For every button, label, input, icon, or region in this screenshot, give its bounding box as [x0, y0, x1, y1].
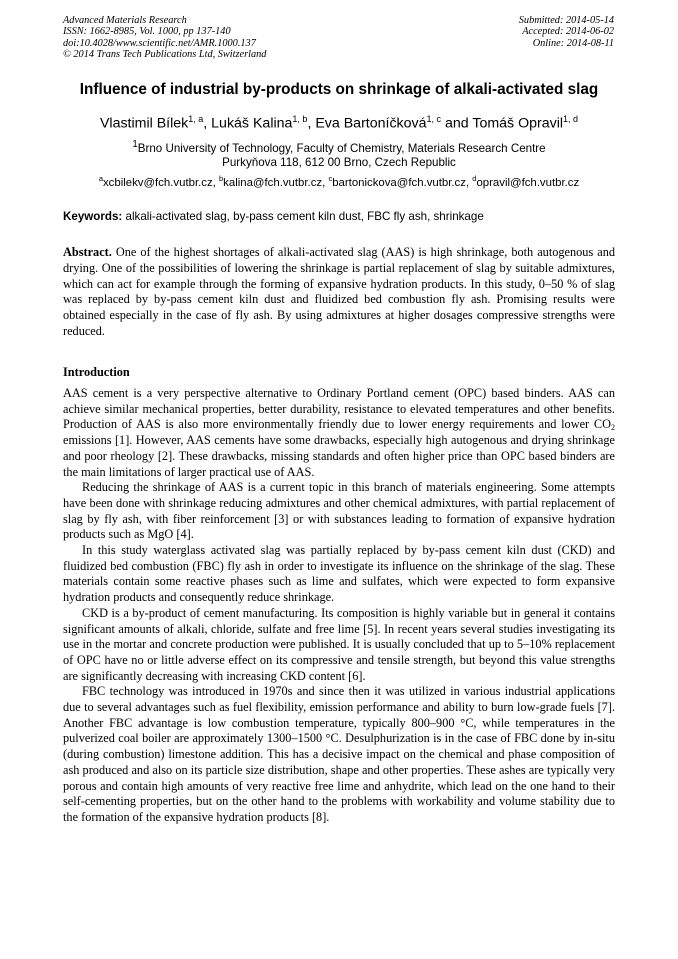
email-link[interactable]: opravil@fch.vutbr.cz: [476, 176, 580, 189]
keywords-label: Keywords:: [63, 210, 123, 223]
author-name: Lukáš Kalina: [211, 115, 293, 132]
paper-title: Influence of industrial by-products on shrinkage of alkali-activated slag: [79, 81, 599, 98]
accepted-date: Accepted: 2014-06-02: [522, 26, 614, 38]
paragraph: In this study waterglass activated slag was partially replaced by by-pass cement kiln dust (CKD) and fluidized bed combustion (FBC) fly ash in order to investigate its influence on the shrinkage of the slag. These materials contain some reactive phases such as lime and sulfates, which were expected to form expansive hydration products and consequently reduce shrinkage.: [63, 543, 615, 605]
abstract-label: Abstract.: [63, 245, 112, 259]
affiliation-address: Purkyňova 118, 612 00 Brno, Czech Republic: [222, 156, 456, 170]
email-mark: d: [472, 174, 477, 183]
author-name: Tomáš Opravil: [472, 115, 564, 132]
email-mark: b: [219, 174, 224, 183]
publication-dates: [519, 15, 614, 49]
author-affiliation-mark: 1, c: [426, 114, 442, 124]
doi-line: doi:10.4028/www.scientific.net/AMR.1000.137: [63, 37, 256, 49]
keywords-text: alkali-activated slag, by-pass cement kiln dust, FBC fly ash, shrinkage: [122, 210, 484, 223]
author-name: Vlastimil Bílek: [99, 115, 189, 132]
issn-line: ISSN: 1662-8985, Vol. 1000, pp 137-140: [63, 26, 231, 38]
email-list: [0, 174, 678, 189]
author-name: Eva Bartoníčková: [315, 115, 427, 132]
affiliation-institution: Brno University of Technology, Faculty of Chemistry, Materials Research Centre: [137, 141, 546, 155]
abstract: [63, 245, 615, 340]
email-link[interactable]: bartonickova@fch.vutbr.cz,: [332, 176, 473, 189]
affiliation-line: [0, 138, 678, 156]
affiliation-mark: 1: [132, 139, 138, 150]
section-heading-introduction: Introduction: [63, 365, 130, 379]
subscript: 2: [611, 423, 615, 433]
paragraph: Reducing the shrinkage of AAS is a current topic in this branch of materials engineering. Some attempts have been done with shrinkage reducing admixtures and other chemical admixtures, with partial replacement of slag by fly ash, with fiber reinforcement [3] or with substances leading to formation of expansive hydration products such as MgO [4].: [63, 480, 615, 542]
author-affiliation-mark: 1, d: [563, 114, 579, 124]
submitted-date: Submitted: 2014-05-14: [518, 15, 614, 26]
keywords: [63, 210, 623, 223]
email-mark: a: [98, 174, 103, 183]
author-separator: ,: [307, 115, 316, 132]
author-list: [0, 114, 678, 132]
author-separator: ,: [203, 115, 212, 132]
paragraph: CKD is a by-product of cement manufacturing. Its composition is highly variable but in general it contains significant amounts of alkali, chloride, sulfate and free lime [5]. In recent years several studies investigating its use in the mortar and concrete production were published. It is usually concluded that up to 5–10% replacement of OPC have no or little adverse effect on its compressive and tensile strength, but beyond this value strengths are significantly decreasing with increasing CKD content [6].: [63, 605, 615, 683]
abstract-text: One of the highest shortages of alkali-activated slag (AAS) is high shrinkage, both autogenous and drying. One of the possibilities of lowering the shrinkage is partial replacement of slag by suitable admixtures, which can act for example through the forming of expansive hydration products. In this study, 0–50 % of slag was replaced by by-pass cement kiln dust and fluidized bed combustion fly ash. Promising results were obtained especially in the case of fly ash. By using admixtures at higher dosages compressive strengths were reduced.: [63, 245, 615, 338]
paragraph: AAS cement is a very perspective alternative to Ordinary Portland cement (OPC) based binders. AAS can achieve similar mechanical properties, better durability, resistance to elevated temperatures and other benefits. Production of AAS is also more environmentally friendly due to lower energy requirements and lower $CO_2$ emissions [1]. However, AAS cements have some drawbacks, especially high autogenous and drying shrinkage and poor rheology [2]. These drawbacks, missing standards and often higher price than OPC based binders are the main limitations of larger practical use of AAS.: [63, 386, 615, 479]
author-affiliation-mark: 1, b: [292, 114, 308, 124]
email-link[interactable]: xcbilekv@fch.vutbr.cz,: [102, 176, 219, 189]
journal-name: Advanced Materials Research: [63, 15, 187, 26]
journal-info: [63, 15, 266, 61]
paragraph: FBC technology was introduced in 1970s and since then it was utilized in various industrial applications due to several advantages such as fuel flexibility, emission performance and ability to burn low-grade fuels [7]. Another FBC advantage is low combustion temperature, typically 800–900 °C, while temperatures in the pulverized coal boiler are approximately 1300–1500 °C. Desulphurization is in the case of FBC done by in-situ (during combustion) limestone addition. This has a decisive impact on the chemical and phase composition of ash produced and also on its particle size distribution, shape and other properties. These ashes are typically very porous and contain high amounts of very reactive free lime and anhydrite, which lead on the one hand to their self-cementing properties, but on the other hand to the problems with workability and volume stability due to the formation of the expansive hydration products [8].: [63, 684, 615, 824]
author-affiliation-mark: 1, a: [188, 114, 204, 124]
affiliation: [0, 138, 678, 171]
email-mark: c: [328, 174, 333, 183]
copyright-line: © 2014 Trans Tech Publications Ltd, Switzerland: [63, 49, 267, 61]
author-separator: and: [441, 115, 473, 132]
introduction-body: [63, 386, 615, 826]
online-date: Online: 2014-08-11: [532, 37, 614, 49]
email-link[interactable]: kalina@fch.vutbr.cz,: [223, 176, 329, 189]
